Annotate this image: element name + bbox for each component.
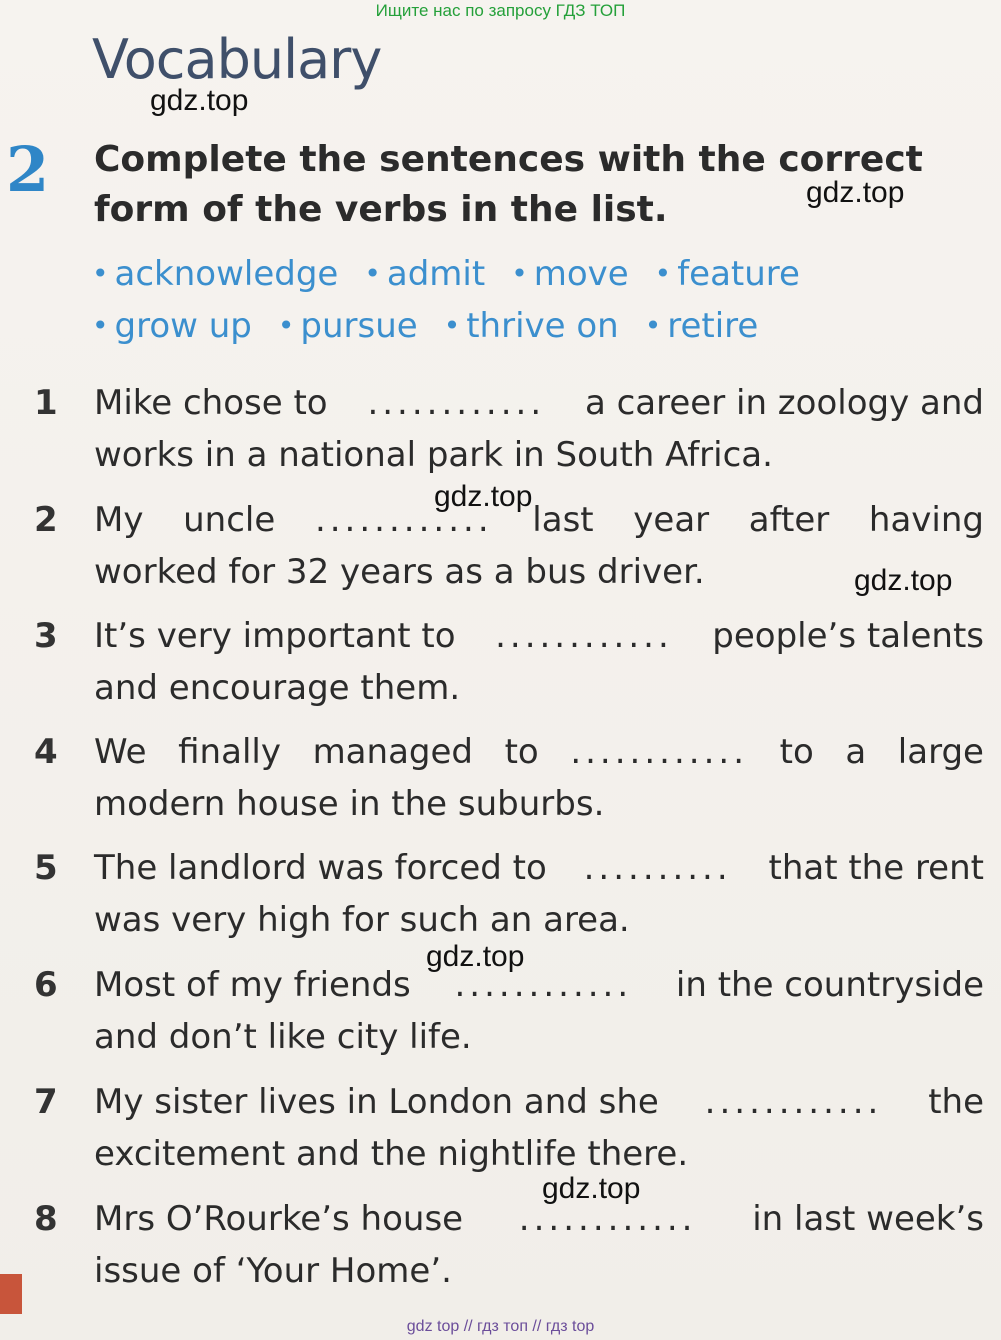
page-corner-tab bbox=[0, 1274, 22, 1314]
watermark: gdz.top bbox=[426, 940, 525, 973]
text-segment: year bbox=[633, 500, 710, 540]
item-line-1 bbox=[94, 1077, 984, 1127]
text-segment: My bbox=[94, 500, 144, 540]
item-line-2: worked for 32 years as a bus driver. bbox=[94, 552, 705, 592]
word-list-item: • admit bbox=[364, 254, 485, 294]
text-segment: Most of my friends bbox=[94, 965, 411, 1005]
word-list-item: • feature bbox=[655, 254, 800, 294]
answer-blank[interactable]: ............ bbox=[367, 383, 546, 423]
answer-blank[interactable]: .......... bbox=[583, 848, 732, 888]
item-number: 2 bbox=[34, 500, 58, 540]
text-segment: in last week’s bbox=[752, 1199, 984, 1239]
watermark: gdz.top bbox=[434, 480, 533, 513]
watermark: gdz.top bbox=[542, 1172, 641, 1205]
word-list-item: • pursue bbox=[278, 306, 418, 346]
word-list-item: • retire bbox=[645, 306, 759, 346]
item-line-2: modern house in the suburbs. bbox=[94, 784, 605, 824]
answer-blank[interactable]: ............ bbox=[314, 500, 493, 540]
answer-blank[interactable]: ............ bbox=[454, 965, 633, 1005]
item-number: 7 bbox=[34, 1082, 58, 1122]
bottom-banner[interactable]: gdz top // гдз топ // гдз top bbox=[406, 1318, 595, 1335]
text-segment: the bbox=[928, 1082, 984, 1122]
item-line-1 bbox=[94, 378, 984, 428]
word-list-item: • acknowledge bbox=[92, 254, 338, 294]
item-line-2: works in a national park in South Africa. bbox=[94, 435, 773, 475]
answer-blank[interactable]: ............ bbox=[704, 1082, 883, 1122]
watermark: gdz.top bbox=[150, 84, 249, 117]
item-line-1 bbox=[94, 1194, 984, 1244]
text-segment: Mrs O’Rourke’s house bbox=[94, 1199, 464, 1239]
item-line-2: issue of ‘Your Home’. bbox=[94, 1251, 452, 1291]
text-segment: uncle bbox=[183, 500, 276, 540]
item-number: 4 bbox=[34, 732, 58, 772]
item-number: 3 bbox=[34, 616, 58, 656]
text-segment: Mike chose to bbox=[94, 383, 328, 423]
text-segment: It’s very important to bbox=[94, 616, 456, 656]
item-line-1 bbox=[94, 843, 984, 893]
text-segment: a career in zoology and bbox=[584, 383, 984, 423]
answer-blank[interactable]: ............ bbox=[570, 732, 749, 772]
item-line-1 bbox=[94, 727, 984, 777]
watermark: gdz.top bbox=[854, 564, 953, 597]
item-number: 8 bbox=[34, 1199, 58, 1239]
text-segment: to bbox=[504, 732, 539, 772]
answer-blank[interactable]: ............ bbox=[518, 1199, 697, 1239]
item-number: 5 bbox=[34, 848, 58, 888]
answer-blank[interactable]: ............ bbox=[495, 616, 673, 656]
text-segment: in the countryside bbox=[675, 965, 984, 1005]
section-title: Vocabulary bbox=[92, 28, 382, 91]
exercise-number: 2 bbox=[6, 133, 50, 206]
text-segment: My sister lives in London and she bbox=[94, 1082, 659, 1122]
text-segment: having bbox=[868, 500, 984, 540]
item-number: 1 bbox=[34, 383, 58, 423]
text-segment: a bbox=[845, 732, 867, 772]
item-line-2: excitement and the nightlife there. bbox=[94, 1134, 689, 1174]
text-segment: We bbox=[94, 732, 147, 772]
word-list-item: • move bbox=[511, 254, 628, 294]
text-segment: people’s talents bbox=[712, 616, 984, 656]
item-line-2: and don’t like city life. bbox=[94, 1017, 472, 1057]
text-segment: that the rent bbox=[768, 848, 984, 888]
word-list-item: • grow up bbox=[92, 306, 252, 346]
text-segment: after bbox=[748, 500, 830, 540]
text-segment: managed bbox=[312, 732, 473, 772]
watermark: gdz.top bbox=[806, 176, 905, 209]
word-list-row-1 bbox=[92, 254, 992, 294]
text-segment: finally bbox=[178, 732, 281, 772]
item-line-1 bbox=[94, 611, 984, 661]
item-line-2: was very high for such an area. bbox=[94, 900, 630, 940]
text-segment: to bbox=[779, 732, 814, 772]
item-line-1 bbox=[94, 960, 984, 1010]
text-segment: large bbox=[897, 732, 984, 772]
item-number: 6 bbox=[34, 965, 58, 1005]
text-segment: last bbox=[532, 500, 594, 540]
instruction-line-1: Complete the sentences with the correct bbox=[94, 139, 923, 180]
item-line-1 bbox=[94, 495, 984, 545]
item-line-2: and encourage them. bbox=[94, 668, 461, 708]
top-banner[interactable]: Ищите нас по запросу ГДЗ ТОП bbox=[375, 1, 626, 20]
word-list-item: • thrive on bbox=[444, 306, 619, 346]
text-segment: The landlord was forced to bbox=[94, 848, 547, 888]
word-list-row-2 bbox=[92, 306, 992, 346]
instruction-line-2: form of the verbs in the list. bbox=[94, 189, 668, 230]
